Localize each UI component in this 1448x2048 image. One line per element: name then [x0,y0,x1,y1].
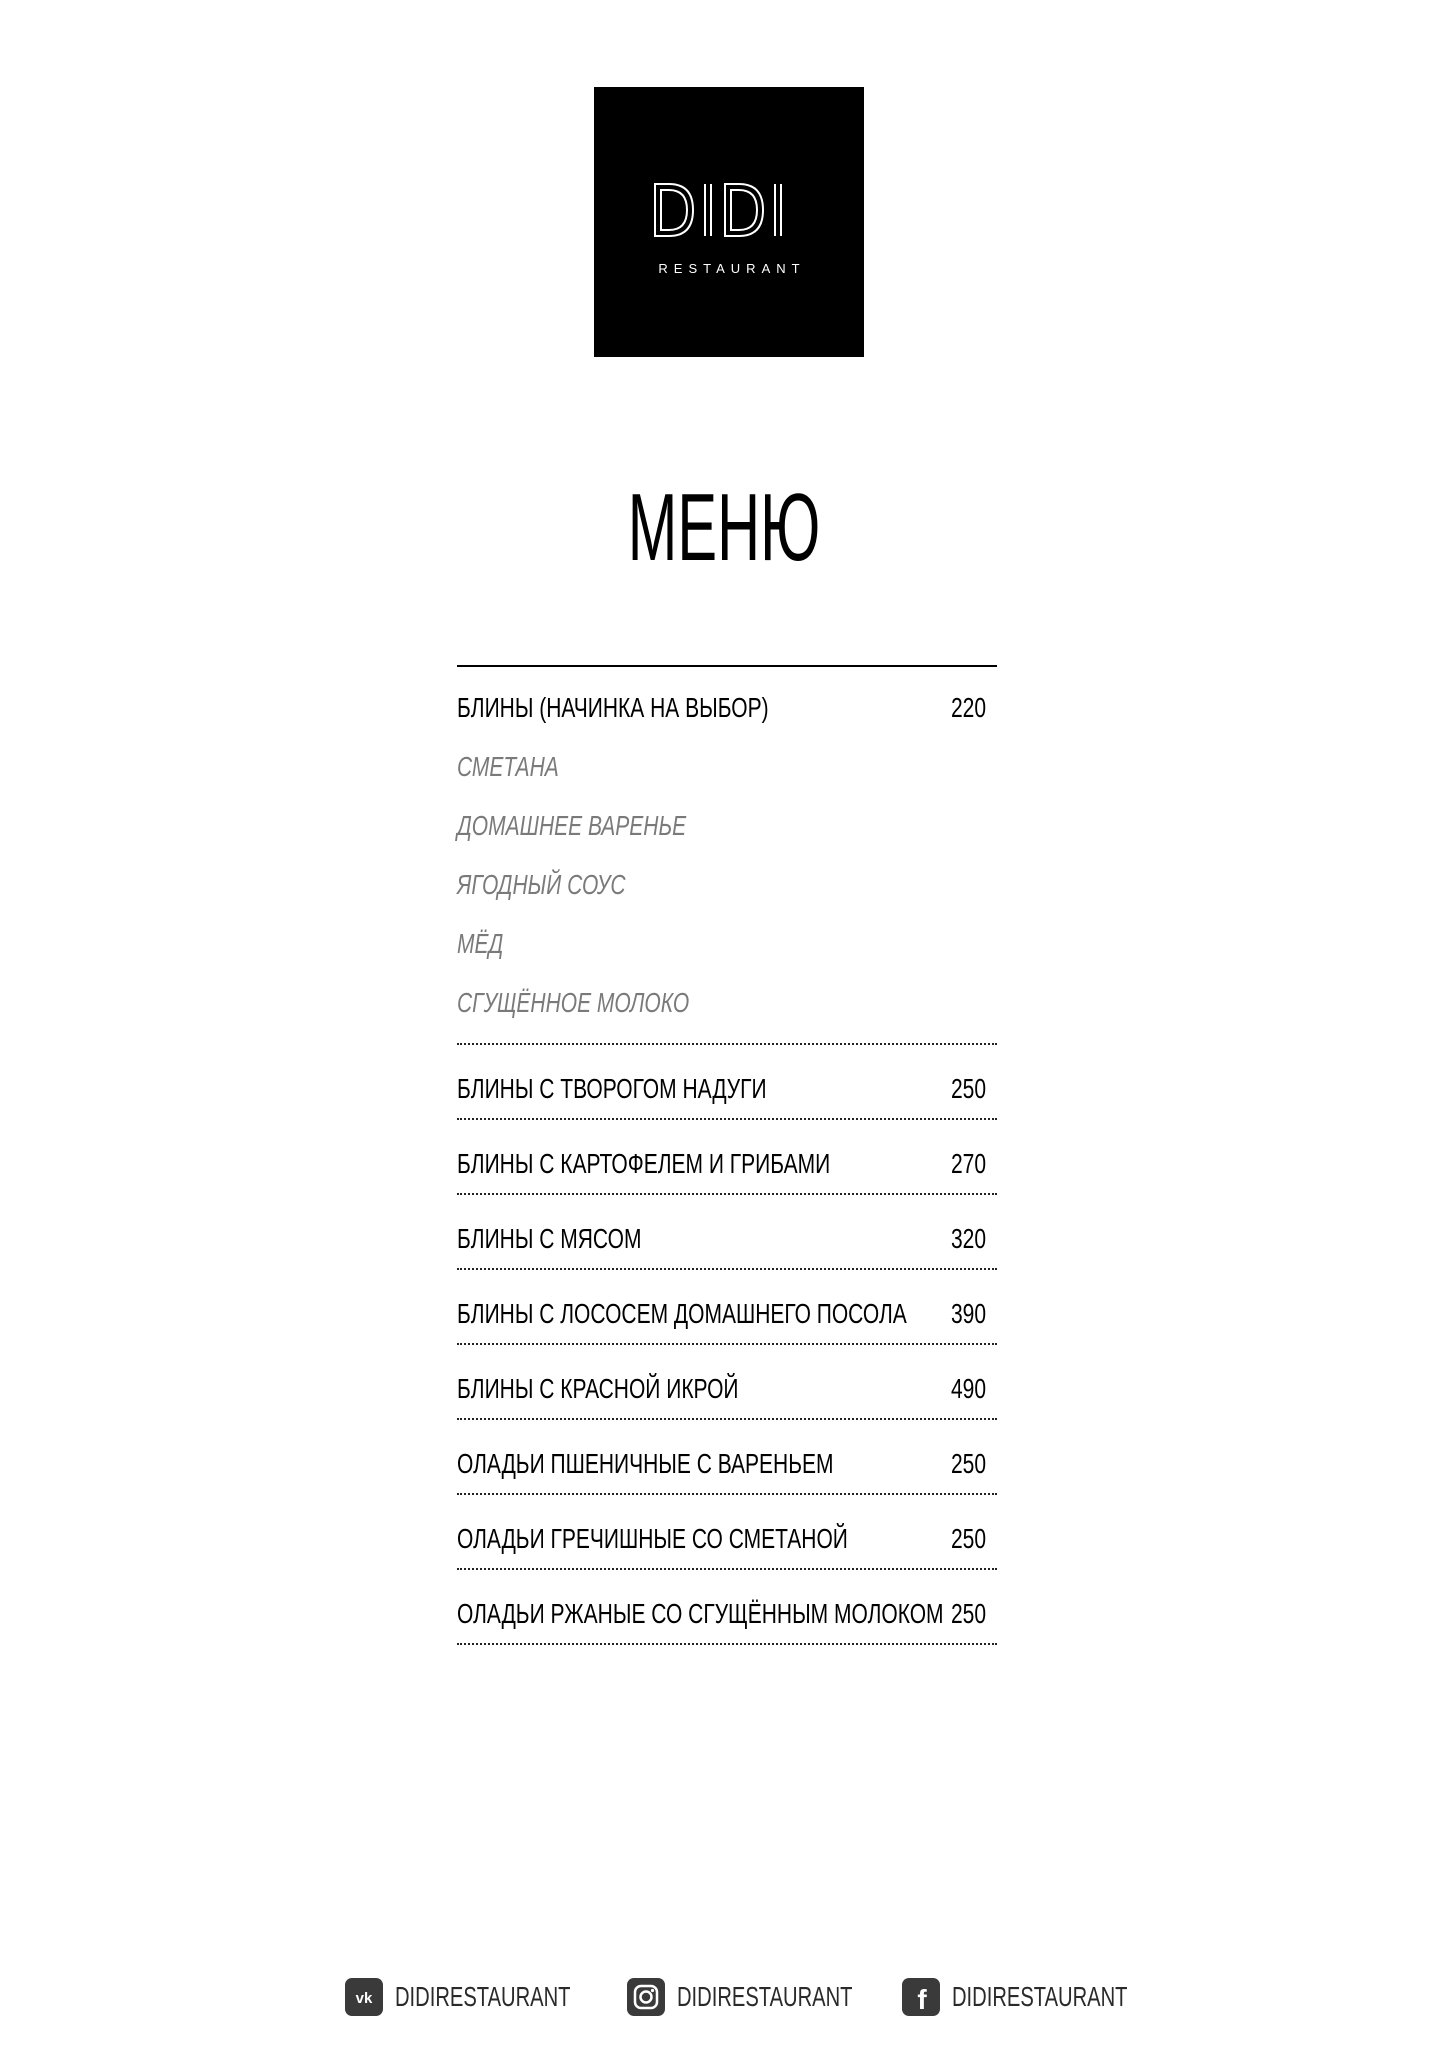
menu-list [457,665,997,1659]
page-title: МЕНЮ [627,474,821,581]
vk-handle: DIDIRESTAURANT [395,1981,571,2012]
menu-item [457,1059,997,1120]
instagram-link[interactable] [627,1975,921,2019]
svg-text:f: f [917,1984,927,2015]
menu-item-row [457,1434,997,1493]
menu-item-row [457,1059,997,1118]
logo-wordmark [649,178,809,247]
menu-option-label: ЯГОДНЫЙ СОУС [457,869,626,900]
menu-item-price: 390 [951,1298,987,1329]
menu-option-label: СМЕТАНА [457,751,559,782]
menu-item [457,1434,997,1495]
dotted-divider [457,1118,997,1120]
menu-item-price: 490 [951,1373,987,1404]
menu-item [457,1359,997,1420]
menu-item-price: 270 [951,1148,987,1179]
svg-text:vk: vk [355,1990,373,2007]
dotted-divider [457,1043,997,1045]
menu-option-label: СГУЩЁННОЕ МОЛОКО [457,987,690,1018]
menu-item-name: БЛИНЫ С МЯСОМ [457,1223,642,1254]
dotted-divider [457,1343,997,1345]
vk-link[interactable] [345,1975,639,2019]
menu-option [457,796,997,855]
menu-item-row [457,678,997,737]
instagram-icon [627,1978,665,2016]
menu-option-label: МЁД [457,928,504,959]
vk-icon [345,1978,383,2016]
instagram-handle: DIDIRESTAURANT [677,1981,853,2012]
menu-item [457,1509,997,1570]
dotted-divider [457,1193,997,1195]
facebook-handle: DIDIRESTAURANT [952,1981,1128,2012]
menu-item-name: ОЛАДЬИ ПШЕНИЧНЫЕ С ВАРЕНЬЕМ [457,1448,834,1479]
menu-option [457,737,997,796]
menu-item-price: 220 [951,692,987,723]
menu-item [457,1209,997,1270]
menu-item [457,1134,997,1195]
menu-item-row [457,1134,997,1193]
menu-option-label: ДОМАШНЕЕ ВАРЕНЬЕ [457,810,687,841]
menu-item-name: БЛИНЫ (НАЧИНКА НА ВЫБОР) [457,692,769,723]
menu-item-name: ОЛАДЬИ ГРЕЧИШНЫЕ СО СМЕТАНОЙ [457,1523,848,1554]
dotted-divider [457,1568,997,1570]
restaurant-logo [594,87,864,357]
logo-subtitle: RESTAURANT [658,261,806,276]
menu-item-name: БЛИНЫ С КАРТОФЕЛЕМ И ГРИБАМИ [457,1148,831,1179]
menu-item-row [457,1509,997,1568]
menu-item-price: 250 [951,1523,987,1554]
menu-item-name: БЛИНЫ С ТВОРОГОМ НАДУГИ [457,1073,767,1104]
dotted-divider [457,1643,997,1645]
menu-option [457,914,997,973]
menu-item-price: 250 [951,1598,987,1629]
menu-item-name: ОЛАДЬИ РЖАНЫЕ СО СГУЩЁННЫМ МОЛОКОМ [457,1598,944,1629]
menu-item-price: 250 [951,1073,987,1104]
menu-item-name: БЛИНЫ С ЛОСОСЕМ ДОМАШНЕГО ПОСОЛА [457,1298,907,1329]
menu-item-row [457,1284,997,1343]
dotted-divider [457,1268,997,1270]
menu-item [457,678,997,1045]
menu-item-name: БЛИНЫ С КРАСНОЙ ИКРОЙ [457,1373,739,1404]
menu-item [457,1584,997,1645]
dotted-divider [457,1418,997,1420]
menu-item-price: 250 [951,1448,987,1479]
social-footer [0,1975,1448,2019]
menu-item-row [457,1584,997,1643]
facebook-icon [902,1978,940,2016]
menu-item-row [457,1209,997,1268]
menu-option [457,973,997,1032]
facebook-link[interactable] [902,1975,1196,2019]
menu-item-row [457,1359,997,1418]
menu-item-price: 320 [951,1223,987,1254]
menu-item [457,1284,997,1345]
menu-option [457,855,997,914]
dotted-divider [457,1493,997,1495]
